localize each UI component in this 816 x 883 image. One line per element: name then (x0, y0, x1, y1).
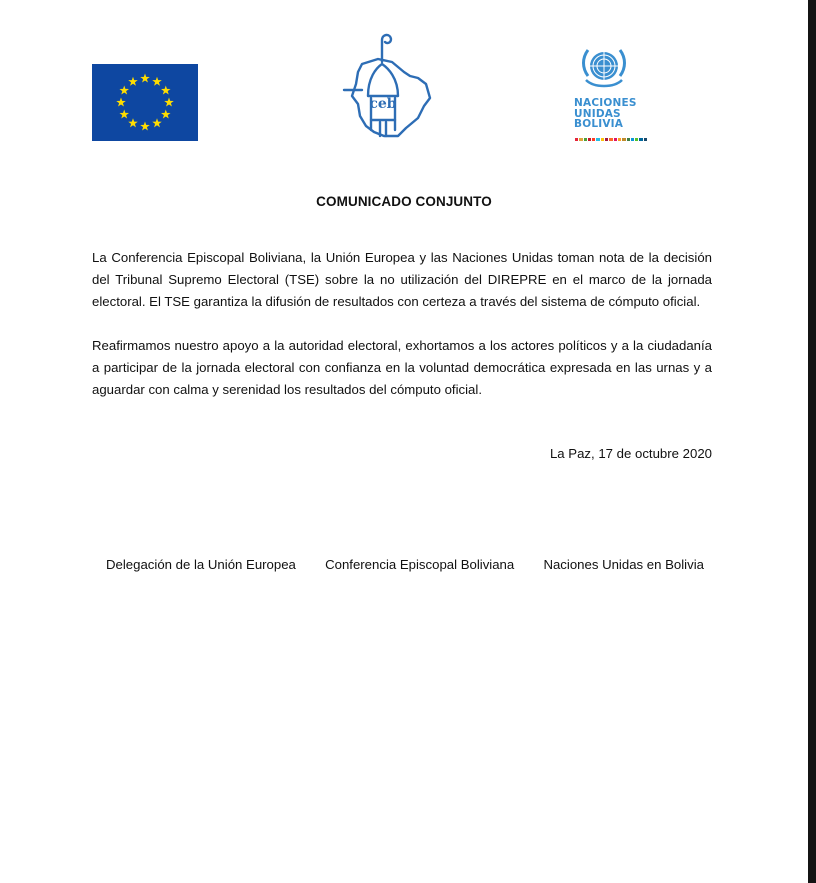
signature-ceb: Conferencia Episcopal Boliviana (325, 557, 515, 572)
un-logo-line-1: NACIONES (574, 97, 637, 109)
sdg-color-dot (627, 138, 630, 141)
sdg-color-dot (579, 138, 582, 141)
svg-text:ceb: ceb (369, 96, 397, 112)
sdg-color-dot (644, 138, 647, 141)
document-title: COMUNICADO CONJUNTO (316, 194, 492, 209)
sdg-color-dot (575, 138, 578, 141)
sdg-color-dot (609, 138, 612, 141)
ceb-emblem (340, 32, 436, 144)
scan-edge (808, 0, 816, 883)
sdg-color-dot (639, 138, 642, 141)
sdg-color-dot (601, 138, 604, 141)
signature-block (92, 557, 712, 572)
sdg-color-dot (622, 138, 625, 141)
ceb-logo (340, 32, 436, 144)
sdg-color-dot (614, 138, 617, 141)
un-bolivia-logo (568, 42, 658, 146)
paragraph-2: Reafirmamos nuestro apoyo a la autoridad electoral, exhortamos a los actores políticos y a la ciudadanía a participar de la jornada electoral con confianza en la voluntad democrática expresada en las urnas y a aguardar con calma y serenidad los resultados del cómputo oficial. (92, 338, 712, 397)
date-line: La Paz, 17 de octubre 2020 (549, 446, 712, 461)
un-emblem-icon (574, 42, 634, 94)
signature-un: Naciones Unidas en Bolivia (543, 557, 704, 572)
sdg-color-dot (605, 138, 608, 141)
un-logo-text (574, 98, 658, 130)
sdg-color-dot (596, 138, 599, 141)
sdg-color-dot (588, 138, 591, 141)
un-logo-line-3: BOLIVIA (574, 118, 624, 130)
sdg-color-strip (575, 138, 647, 142)
un-logo-line-2: UNIDAS (574, 107, 621, 120)
sdg-color-dot (592, 138, 595, 141)
eu-flag-logo (92, 64, 198, 141)
sdg-color-dot (635, 138, 638, 141)
sdg-color-dot (618, 138, 621, 141)
sdg-color-dot (584, 138, 587, 141)
sdg-color-dot (631, 138, 634, 141)
eu-flag-graphic (92, 64, 198, 141)
signature-eu: Delegación de la Unión Europea (106, 557, 296, 572)
paragraph-1: La Conferencia Episcopal Boliviana, la Unión Europea y las Naciones Unidas toman nota de la decisión del Tribunal Supremo Electoral (TSE) sobre la no utilización del DIREPRE en el marco de la jornada electoral. El TSE garantiza la difusión de resultados con certeza a través del sistema de cómputo oficial. (92, 250, 712, 309)
